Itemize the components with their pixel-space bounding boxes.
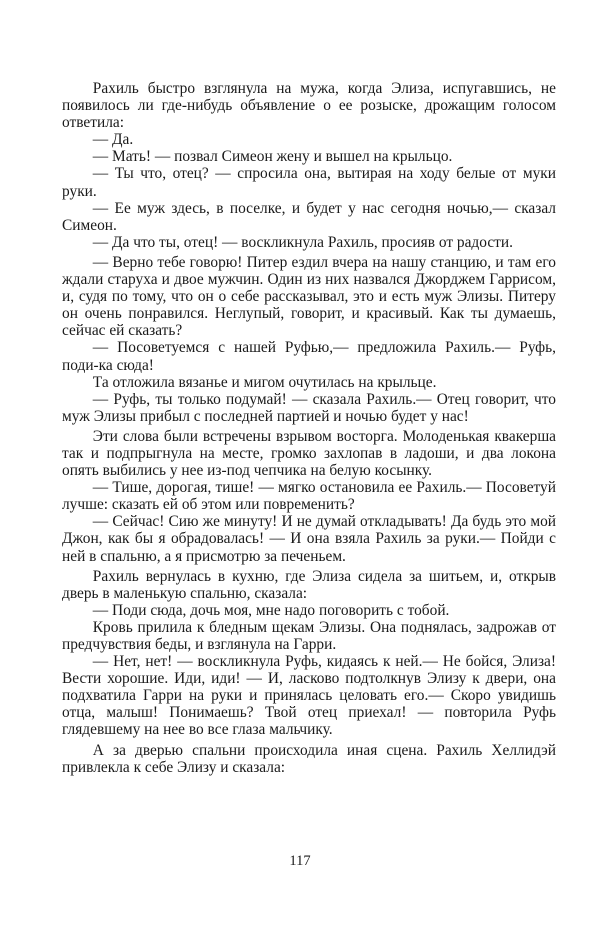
paragraph-2: — Да. bbox=[92, 131, 134, 149]
paragraph-12: — Тише, дорогая, тише! — мягко остановила ее Рахиль.— Посоветуй лучше: сказать ей об этом или повременить? bbox=[62, 479, 556, 514]
paragraph-9: Та отложила вязанье и мигом очутилась на крыльце. bbox=[92, 373, 437, 391]
paragraph-11: Эти слова были встречены взрывом восторга. Молоденькая квакерша так и подпрыгнула на месте, громко захлопав в ладоши, и два локона опять выбились у нее из-под чепчика на белую косынку. bbox=[62, 427, 556, 480]
paragraph-15: — Поди сюда, дочь моя, мне надо поговорить с тобой. bbox=[92, 601, 450, 619]
paragraph-13: — Сейчас! Сию же минуту! И не думай откладывать! Да будь это мой Джон, как бы я обрадовалась! — И она взяла Рахиль за руки.— Пойди с ней в спальню, а я присмотрю за печеньем. bbox=[62, 513, 556, 565]
paragraph-10: — Руфь, ты только подумай! — сказала Рахиль.— Отец говорит, что муж Элизы прибыл с последней партией и ночью будет у нас! bbox=[62, 390, 556, 425]
page-number: 117 bbox=[289, 853, 311, 869]
paragraph-4: — Ты что, отец? — спросила она, вытирая на ходу белые от муки руки. bbox=[62, 165, 556, 200]
paragraph-3: — Мать! — позвал Симеон жену и вышел на крыльцо. bbox=[92, 148, 453, 166]
paragraph-14: Рахиль вернулась в кухню, где Элиза сидела за шитьем, и, открыв дверь в маленькую спальню, сказала: bbox=[62, 567, 556, 602]
page-body bbox=[62, 80, 556, 776]
paragraph-1: Рахиль быстро взглянула на мужа, когда Элиза, испугавшись, не появилось ли где-нибудь объявление о ее розыске, дрожащим голосом ответила: bbox=[62, 80, 556, 132]
paragraph-5: — Ее муж здесь, в поселке, и будет у нас сегодня ночью,— сказал Симеон. bbox=[62, 199, 556, 234]
paragraph-7: — Верно тебе говорю! Питер ездил вчера на нашу станцию, и там его ждали старуха и двое мужчин. Один из них назвался Джорджем Гаррисом, и, судя по тому, что он о себе рассказывал, это и есть муж Элизы. Питеру он очень понравился. Неглупый, говорит, и красивый. Как ты думаешь, сейчас ей сказать? bbox=[62, 253, 556, 340]
paragraph-16: Кровь прилила к бледным щекам Элизы. Она поднялась, задрожав от предчувствия беды, и взглянула на Гарри. bbox=[62, 618, 556, 653]
paragraph-8: — Посоветуемся с нашей Руфью,— предложила Рахиль.— Руфь, поди-ка сюда! bbox=[62, 339, 556, 374]
paragraph-17: — Нет, нет! — воскликнула Руфь, кидаясь к ней.— Не бойся, Элиза! Вести хорошие. Иди, иди! — И, ласково подтолкнув Элизу к двери, она подхватила Гарри на руки и принялась целовать его.— Скоро увидишь отца, малыш! Понимаешь? Твой отец приехал! — повторила Руфь глядевшему на нее во все глаза мальчику. bbox=[62, 653, 556, 739]
paragraph-6: — Да что ты, отец! — воскликнула Рахиль, просияв от радости. bbox=[92, 233, 513, 251]
paragraph-18: А за дверью спальни происходила иная сцена. Рахиль Хеллидэй привлекла к себе Элизу и сказала: bbox=[62, 741, 556, 776]
